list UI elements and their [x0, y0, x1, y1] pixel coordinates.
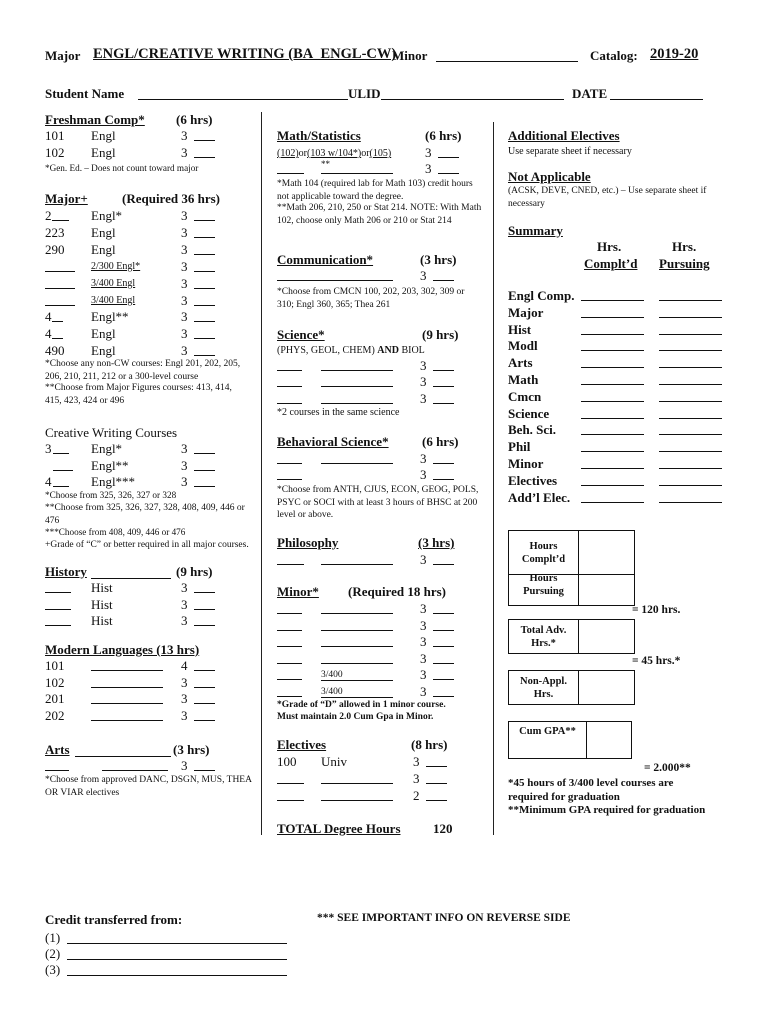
behavioral-note: *Choose from ANTH, CJUS, ECON, GEOG, POLS, PSYC or SOCI with at least 3 hours of BHSC at 200 level or above. [277, 485, 479, 520]
electives-title: Electives [277, 737, 327, 752]
summary-col1-b: Complt’d [584, 256, 638, 271]
major-value: ENGL/CREATIVE WRITING (BA_ENGL-CW) [93, 46, 397, 62]
box-note-3: **Minimum GPA required for graduation [508, 804, 706, 816]
math-title: Math/Statistics [277, 128, 361, 143]
additional-title: Additional Electives [508, 128, 620, 143]
freshman-title: Freshman Comp* [45, 112, 145, 127]
behavioral-hrs: (6 hrs) [422, 434, 459, 449]
communication-note: *Choose from CMCN 100, 202, 203, 302, 309 or 310; Engl 360, 365; Thea 261 [277, 287, 465, 310]
column-divider-right [493, 122, 494, 835]
math-note-2: **Math 206, 210, 250 or Stat 214. NOTE: With Math 102, choose only Math 206 or 210 or Stat 214 [277, 203, 482, 226]
student-name-field[interactable] [138, 99, 348, 100]
date-label: DATE [572, 86, 608, 101]
cw-note-4: +Grade of “C” or better required in all major courses. [45, 540, 249, 550]
history-hrs: (9 hrs) [176, 564, 213, 579]
cw-note-2: **Choose from 325, 326, 327, 328, 408, 409, 446 or 476 [45, 503, 245, 526]
summary-col2-b: Pursuing [659, 256, 710, 271]
box-note-2: required for graduation [508, 791, 620, 803]
cum-gpa-box[interactable]: Cum GPA** [508, 721, 632, 759]
history-title: History [45, 564, 87, 579]
cw-note-3: ***Choose from 408, 409, 446 or 476 [45, 527, 186, 537]
eq-gpa: = 2.000** [644, 762, 691, 774]
cw-note-1: *Choose from 325, 326, 327 or 328 [45, 490, 177, 500]
major-section-hrs: (Required 36 hrs) [122, 191, 220, 206]
behavioral-title: Behavioral Science* [277, 434, 389, 449]
student-name-label: Student Name [45, 86, 125, 101]
credit-item-2: (2) [45, 946, 61, 961]
additional-note: Use separate sheet if necessary [508, 146, 632, 157]
arts-note: *Choose from approved DANC, DSGN, MUS, THEA OR VIAR electives [45, 775, 252, 798]
total-degree-value: 120 [433, 821, 453, 836]
communication-title: Communication* [277, 252, 374, 267]
major-note-2: **Choose from Major Figures courses: 413, 414, 415, 423, 424 or 496 [45, 383, 232, 406]
languages-title: Modern Languages (13 hrs) [45, 642, 200, 657]
minor-hrs: (Required 18 hrs) [348, 584, 446, 599]
eq-120: = 120 hrs. [632, 604, 681, 616]
minor-note-1: *Grade of “D” allowed in 1 minor course. [277, 700, 446, 710]
minor-note-2: Must maintain 2.0 Cum Gpa in Minor. [277, 712, 434, 722]
electives-hrs: (8 hrs) [411, 737, 448, 752]
math-note-1: *Math 104 (required lab for Math 103) credit hours not applicable toward the degree. [277, 179, 473, 202]
science-sub: (PHYS, GEOL, CHEM) AND BIOL [277, 345, 425, 356]
major-note-1: *Choose any non-CW courses: Engl 201, 202, 205, 206, 210, 211, 212 or a 300-level course [45, 359, 241, 382]
not-applicable-note: (ACSK, DEVE, CNED, etc.) – Use separate sheet if necessary [508, 186, 707, 209]
credit-item-3: (3) [45, 962, 61, 977]
column-divider-left [261, 112, 262, 835]
major-section-title: Major+ [45, 191, 88, 206]
freshman-note: *Gen. Ed. – Does not count toward major [45, 163, 199, 173]
minor-title: Minor* [277, 584, 319, 599]
science-note: *2 courses in the same science [277, 407, 400, 418]
date-field[interactable] [610, 99, 703, 100]
important-info: *** SEE IMPORTANT INFO ON REVERSE SIDE [317, 912, 571, 924]
catalog-label: Catalog: [590, 48, 638, 63]
math-options: (102)or(103 w/104*)or(105) [277, 148, 392, 159]
communication-hrs: (3 hrs) [420, 252, 457, 267]
hours-completed-box[interactable]: Hours Complt’d [508, 530, 635, 575]
non-appl-box[interactable]: Non-Appl. Hrs. [508, 670, 635, 705]
credit-transferred-label: Credit transferred from: [45, 912, 183, 927]
total-degree-hours: TOTAL Degree Hours [277, 821, 401, 836]
summary-col2-a: Hrs. [672, 239, 697, 254]
math-hrs: (6 hrs) [425, 128, 462, 143]
credit-field-3[interactable] [67, 975, 287, 976]
ulid-label: ULID [348, 86, 381, 101]
summary-title: Summary [508, 223, 563, 238]
box-note-1: *45 hours of 3/400 level courses are [508, 777, 674, 789]
summary-col1-a: Hrs. [597, 239, 622, 254]
cw-title: Creative Writing Courses [45, 425, 178, 440]
eq-45: = 45 hrs.* [632, 655, 681, 667]
credit-item-1: (1) [45, 930, 61, 945]
ulid-field[interactable] [381, 99, 564, 100]
credit-field-2[interactable] [67, 959, 287, 960]
not-applicable-title: Not Applicable [508, 169, 591, 184]
science-title: Science* [277, 327, 325, 342]
credit-field-1[interactable] [67, 943, 287, 944]
catalog-value: 2019-20 [650, 46, 699, 62]
minor-field[interactable] [436, 61, 578, 62]
philosophy-title: Philosophy [277, 535, 339, 550]
philosophy-hrs: (3 hrs) [418, 535, 455, 550]
freshman-hrs: (6 hrs) [176, 112, 213, 127]
major-label: Major [45, 48, 81, 63]
total-adv-box[interactable]: Total Adv. Hrs.* [508, 619, 635, 654]
arts-title: Arts [45, 742, 70, 757]
science-hrs: (9 hrs) [422, 327, 459, 342]
arts-hrs: (3 hrs) [173, 742, 210, 757]
hours-pursuing-box[interactable]: Hours Pursuing [508, 564, 635, 606]
minor-label: Minor [392, 48, 428, 63]
